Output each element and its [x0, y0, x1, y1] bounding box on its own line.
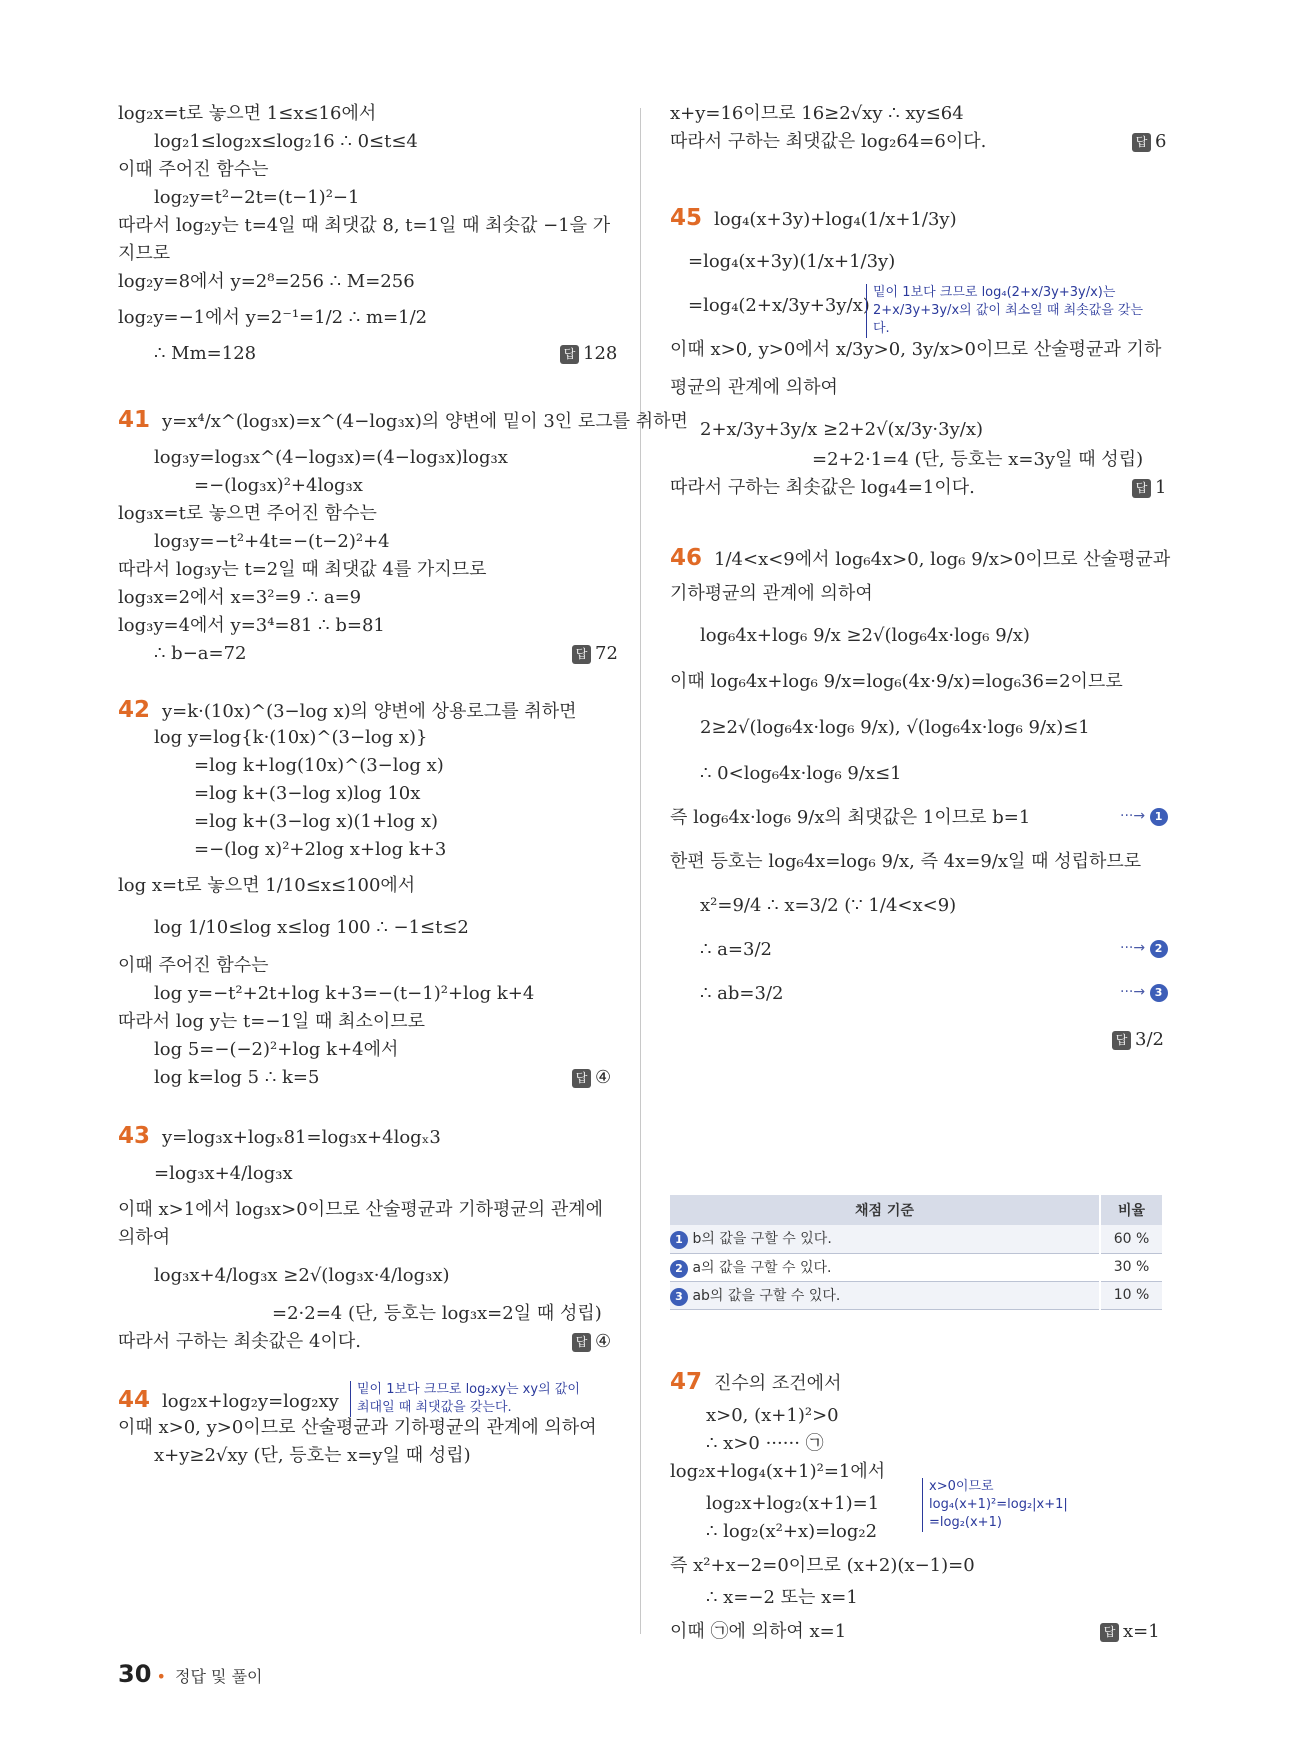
problem-number: 47	[670, 1369, 703, 1395]
text-line: =−(log x)²+2log x+log k+3	[194, 839, 447, 860]
problem-44-line: 44 log₂x+log₂y=log₂xy	[118, 1387, 339, 1413]
bullet-icon: •	[156, 1667, 166, 1686]
answer-43: 답 ④	[572, 1328, 611, 1356]
answer-45: 답 1	[1132, 474, 1166, 502]
text-line: log₃y=4에서 y=3⁴=81 ∴ b=81	[118, 615, 385, 636]
text-line: log₂y=8에서 y=2⁸=256 ∴ M=256	[118, 271, 415, 292]
answer-44: 답 6	[1132, 128, 1166, 156]
problem-41-line: 41 y=x⁴/x^(log₃x)=x^(4−log₃x)의 양변에 밑이 3인 로그를 취하면	[118, 407, 688, 433]
text-line: =2+2·1=4 (단, 등호는 x=3y일 때 성립)	[812, 449, 1144, 470]
text-line: 따라서 구하는 최솟값은 log₄4=1이다.	[670, 477, 975, 498]
text-line: 따라서 log₂y는 t=4일 때 최댓값 8, t=1일 때 최솟값 −1을 가	[118, 215, 611, 236]
problem-number: 44	[118, 1387, 151, 1413]
answer-42: 답 ④	[572, 1064, 611, 1092]
scoring-header	[670, 1195, 1162, 1225]
table-row	[670, 1225, 1162, 1253]
text-line: =log₄(2+x/3y+3y/x)	[688, 295, 870, 316]
answer-mark: 답	[1132, 479, 1151, 498]
text-line: =log₄(x+3y)(1/x+1/3y)	[688, 251, 896, 272]
page-number: 30	[118, 1660, 152, 1688]
answer-mark: 답	[572, 1333, 591, 1352]
text-line: 이때 주어진 함수는	[118, 159, 269, 180]
text-line: log₂y=t²−2t=(t−1)²−1	[154, 187, 360, 208]
criteria-text: a의 값을 구할 수 있다.	[692, 1259, 832, 1276]
text-line: log y=−t²+2t+log k+3=−(t−1)²+log k+4	[154, 983, 535, 1004]
text-line: log 5=−(−2)²+log k+4에서	[154, 1039, 399, 1060]
text-line: log₃x=t로 놓으면 주어진 함수는	[118, 503, 377, 524]
text-line: log 1/10≤log x≤log 100 ∴ −1≤t≤2	[154, 917, 469, 938]
scoring-table	[670, 1195, 1162, 1310]
text-line: ∴ ab=3/2	[700, 983, 784, 1004]
problem-number: 41	[118, 407, 151, 433]
text-line: log₃x+4/log₃x ≥2√(log₃x·4/log₃x)	[154, 1265, 450, 1286]
text-line: ∴ log₂(x²+x)=log₂2	[706, 1521, 878, 1542]
text-line: 이때 x>0, y>0이므로 산술평균과 기하평균의 관계에 의하여	[118, 1417, 597, 1438]
text-line: 따라서 구하는 최솟값은 4이다.	[118, 1331, 361, 1352]
text-line: ∴ x=−2 또는 x=1	[706, 1587, 858, 1608]
text-line: =−(log₃x)²+4log₃x	[194, 475, 363, 496]
text-line: 이때 log₆4x+log₆ 9/x=log₆(4x·9/x)=log₆36=2이므로	[670, 671, 1123, 692]
text-line: ∴ b−a=72	[154, 643, 247, 664]
step-marker-1: ···→ 1	[1120, 808, 1168, 826]
text-line: 평균의 관계에 의하여	[670, 377, 838, 398]
step-marker-2: ···→ 2	[1120, 940, 1168, 958]
step-marker-3: ···→ 3	[1120, 984, 1168, 1002]
answer-72: 답 72	[572, 640, 618, 668]
problem-42-line: 42 y=k·(10x)^(3−log x)의 양변에 상용로그를 취하면	[118, 697, 577, 723]
ratio: 10 %	[1100, 1281, 1162, 1309]
text-line: 의하여	[118, 1227, 171, 1248]
footer-label: 정답 및 풀이	[175, 1667, 263, 1686]
answer-46: 답 3/2	[1112, 1026, 1164, 1054]
ratio: 30 %	[1100, 1253, 1162, 1281]
text-line: 따라서 구하는 최댓값은 log₂64=6이다.	[670, 131, 987, 152]
answer-mark: 답	[560, 345, 579, 364]
text-line: log k=log 5 ∴ k=5	[154, 1067, 320, 1088]
criteria-text: ab의 값을 구할 수 있다.	[692, 1287, 841, 1304]
answer-mark: 답	[572, 645, 591, 664]
text-line: log₂x+log₄(x+1)²=1에서	[670, 1461, 886, 1482]
text-line: 2≥2√(log₆4x·log₆ 9/x), √(log₆4x·log₆ 9/x)≤1	[700, 717, 1090, 738]
text-line: log₃y=−t²+4t=−(t−2)²+4	[154, 531, 390, 552]
text-line: 이때 x>1에서 log₃x>0이므로 산술평균과 기하평균의 관계에	[118, 1199, 604, 1220]
text-line: =log k+(3−log x)log 10x	[194, 783, 421, 804]
text-line: log₂x=t로 놓으면 1≤x≤16에서	[118, 103, 377, 124]
table-row	[670, 1281, 1162, 1309]
scoring-header-criteria: 채점 기준	[670, 1195, 1100, 1225]
text-line: log y=log{k·(10x)^(3−log x)}	[154, 727, 428, 748]
problem-43-line: 43 y=log₃x+logₓ81=log₃x+4logₓ3	[118, 1123, 441, 1149]
text-line: 따라서 log₃y는 t=2일 때 최댓값 4를 가지므로	[118, 559, 487, 580]
text-line: log₆4x+log₆ 9/x ≥2√(log₆4x·log₆ 9/x)	[700, 625, 1030, 646]
text-line: ∴ a=3/2	[700, 939, 772, 960]
page-footer	[118, 1660, 262, 1688]
text-line: x+y=16이므로 16≥2√xy ∴ xy≤64	[670, 103, 964, 124]
text-line: =log₃x+4/log₃x	[154, 1163, 293, 1184]
text-line: 이때 ㉠에 의하여 x=1	[670, 1621, 847, 1642]
column-divider	[640, 108, 641, 1634]
text-line: log₂x+log₂(x+1)=1	[706, 1493, 880, 1514]
answer-mark: 답	[1100, 1623, 1119, 1642]
answer-47: 답 x=1	[1100, 1618, 1160, 1646]
table-row	[670, 1253, 1162, 1281]
step-badge: 1	[670, 1231, 688, 1249]
problem-45-line: 45 log₄(x+3y)+log₄(1/x+1/3y)	[670, 205, 957, 231]
answer-mark: 답	[1112, 1031, 1131, 1050]
text-line: =2·2=4 (단, 등호는 log₃x=2일 때 성립)	[272, 1303, 602, 1324]
problem-47-line: 47 진수의 조건에서	[670, 1369, 842, 1395]
margin-note: 밑이 1보다 크므로 log₄(2+x/3y+3y/x)는 2+x/3y+3y/x의 값이 최소일 때 최솟값을 갖는다.	[866, 284, 1150, 338]
problem-46-line: 46 1/4<x<9에서 log₆4x>0, log₆ 9/x>0이므로 산술평균과	[670, 545, 1171, 571]
text-line: 지므로	[118, 243, 171, 264]
margin-note: x>0이므로 log₄(x+1)²=log₂|x+1| =log₂(x+1)	[922, 1478, 1068, 1532]
text-line: =log k+log(10x)^(3−log x)	[194, 755, 444, 776]
text-line: 즉 log₆4x·log₆ 9/x의 최댓값은 1이므로 b=1	[670, 807, 1031, 828]
answer-128: 답 128	[560, 340, 617, 368]
text-line: ∴ Mm=128	[154, 343, 257, 364]
text-line: 따라서 log y는 t=−1일 때 최소이므로	[118, 1011, 426, 1032]
problem-number: 45	[670, 205, 703, 231]
text-line: log₂1≤log₂x≤log₂16 ∴ 0≤t≤4	[154, 131, 418, 152]
text-line: =log k+(3−log x)(1+log x)	[194, 811, 439, 832]
scoring-header-ratio: 비율	[1100, 1195, 1162, 1225]
text-line: ∴ x>0 ······ ㉠	[706, 1433, 824, 1454]
text-line: log₃y=log₃x^(4−log₃x)=(4−log₃x)log₃x	[154, 447, 508, 468]
text-line: 2+x/3y+3y/x ≥2+2√(x/3y·3y/x)	[700, 419, 983, 440]
text-line: 이때 x>0, y>0에서 x/3y>0, 3y/x>0이므로 산술평균과 기하	[670, 339, 1162, 360]
text-line: 즉 x²+x−2=0이므로 (x+2)(x−1)=0	[670, 1555, 975, 1576]
text-line: ∴ 0<log₆4x·log₆ 9/x≤1	[700, 763, 902, 784]
text-line: x>0, (x+1)²>0	[706, 1405, 839, 1426]
problem-number: 46	[670, 545, 703, 571]
text-line: 기하평균의 관계에 의하여	[670, 583, 873, 604]
text-line: 이때 주어진 함수는	[118, 955, 269, 976]
step-badge: 3	[670, 1288, 688, 1306]
problem-number: 43	[118, 1123, 151, 1149]
answer-mark: 답	[572, 1069, 591, 1088]
text-line: x²=9/4 ∴ x=3/2 (∵ 1/4<x<9)	[700, 895, 957, 916]
text-line: log x=t로 놓으면 1/10≤x≤100에서	[118, 875, 416, 896]
text-line: x+y≥2√xy (단, 등호는 x=y일 때 성립)	[154, 1445, 471, 1466]
text-line: log₂y=−1에서 y=2⁻¹=1/2 ∴ m=1/2	[118, 307, 428, 328]
criteria-text: b의 값을 구할 수 있다.	[692, 1231, 832, 1248]
problem-number: 42	[118, 697, 151, 723]
margin-note: 밑이 1보다 크므로 log₂xy는 xy의 값이 최대일 때 최댓값을 갖는다.	[350, 1381, 580, 1417]
ratio: 60 %	[1100, 1225, 1162, 1253]
text-line: 한편 등호는 log₆4x=log₆ 9/x, 즉 4x=9/x일 때 성립하므로	[670, 851, 1142, 872]
step-badge: 2	[670, 1260, 688, 1278]
answer-mark: 답	[1132, 133, 1151, 152]
text-line: log₃x=2에서 x=3²=9 ∴ a=9	[118, 587, 362, 608]
